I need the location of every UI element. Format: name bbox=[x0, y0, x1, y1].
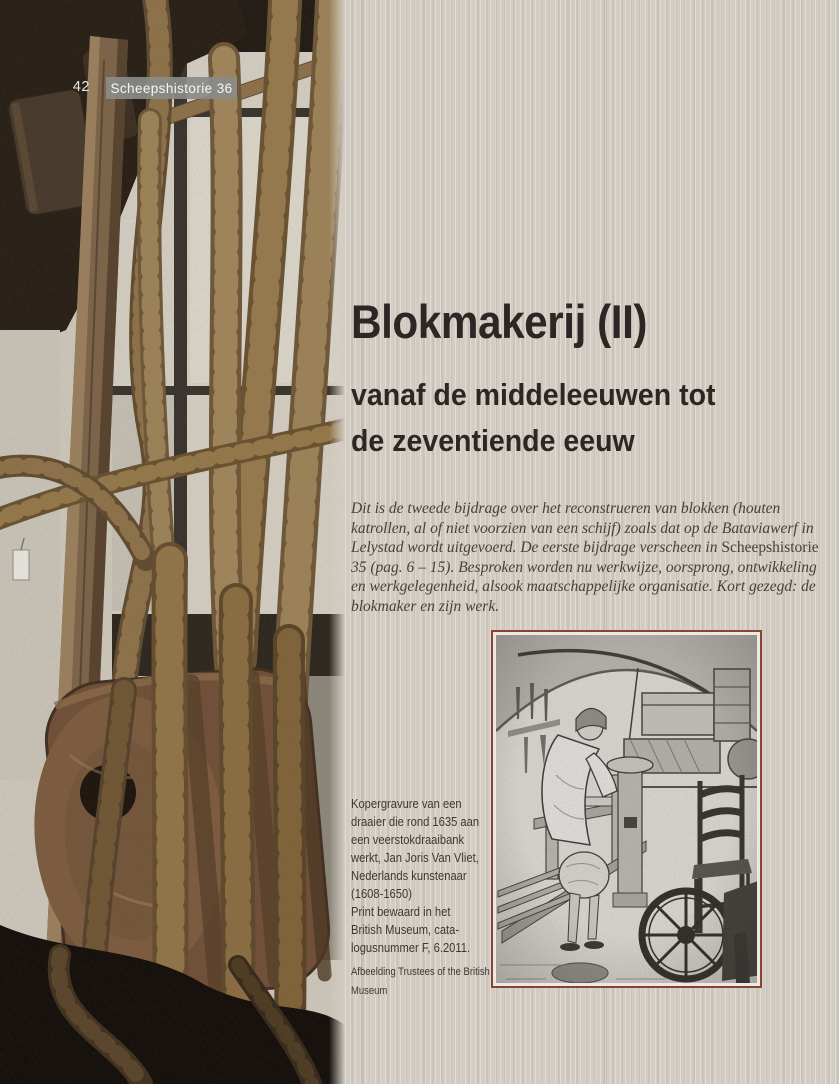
figure-caption-credit: Afbeelding Trustees of the British Museum bbox=[351, 966, 490, 997]
article-intro bbox=[351, 499, 823, 616]
page-number: 42 bbox=[72, 79, 90, 95]
engraving-art bbox=[496, 635, 757, 983]
intro-text-before: Dit is de tweede bijdrage over het reconstrueren van blokken (houten katrollen, al of niet voorzien van een schijf) zoals dat op de Bataviawerf in Lelystad wordt uitgevoerd. De eerste bijdrage verscheen in bbox=[351, 500, 814, 556]
figure-caption-text: Kopergravure van een draaier die rond 1635 aan een veerstokdraaibank werkt, Jan Joris Van Vliet, Nederlands kunstenaar (1608-1650) Print bewaard in het British Museum, cata- logusnummer F, 6.2011. bbox=[351, 796, 480, 955]
figure-caption bbox=[351, 795, 489, 1001]
engraving-figure bbox=[491, 630, 762, 988]
rigging-photo-art bbox=[0, 0, 345, 1084]
rigging-photo bbox=[0, 0, 345, 1084]
issue-badge: Scheepshistorie 36 bbox=[106, 77, 237, 99]
article-title: Blokmakerij (II) bbox=[351, 295, 648, 348]
intro-brand-name: Scheepshistorie bbox=[721, 539, 819, 556]
article-subtitle: vanaf de middeleeuwen tot de zeventiende eeuw bbox=[351, 377, 716, 458]
intro-text-after: 35 (pag. 6 – 15). Besproken worden nu werkwijze, oorsprong, ontwikkeling en werkgelegenheid, alsook maatschappelijke organisatie. Kort gezegd: de blokmaker en zijn werk. bbox=[351, 558, 817, 615]
